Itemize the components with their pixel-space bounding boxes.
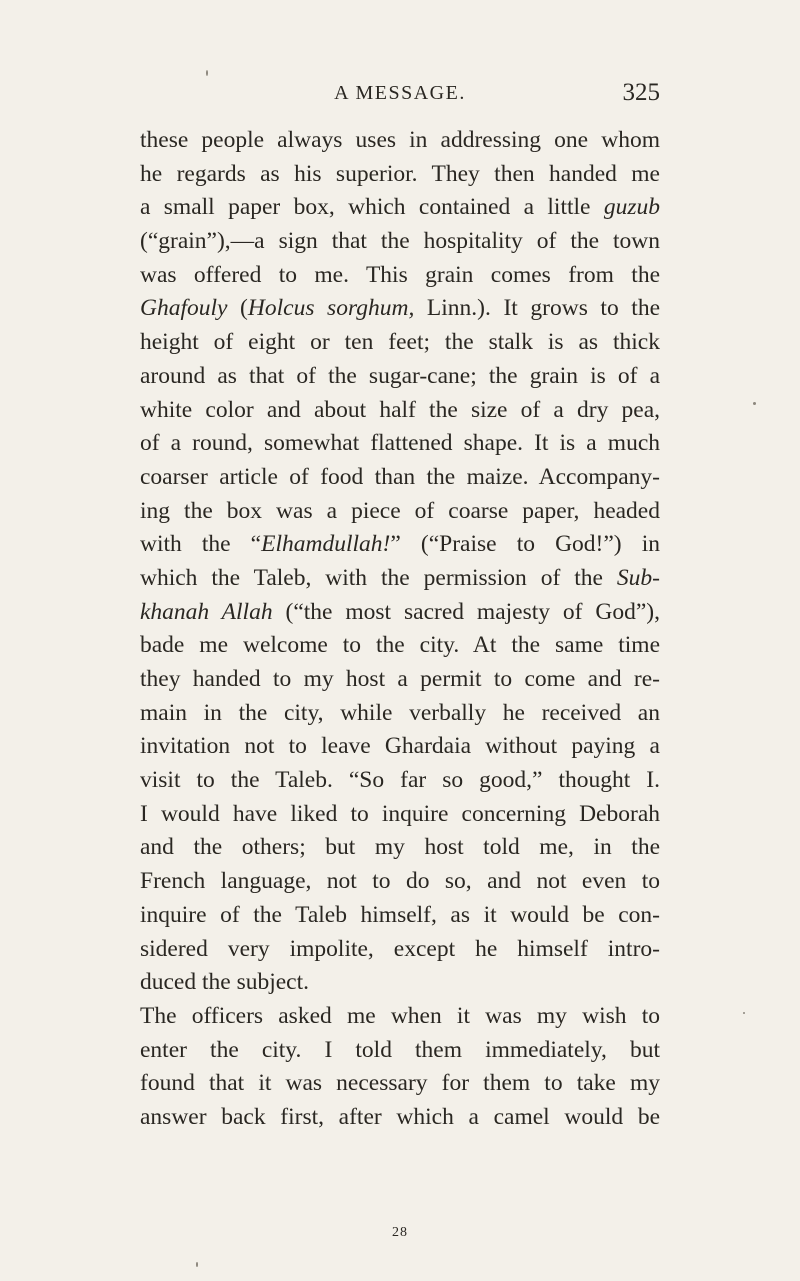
text-run: a small paper box, which contained a little [140, 194, 604, 221]
text-line [140, 764, 660, 798]
text-run: coarser article of food than the maize. Accompany- [140, 463, 660, 490]
italic-run: Sub- [616, 564, 660, 591]
text-line [140, 562, 660, 596]
text-run: with the “ [140, 531, 262, 558]
text-run: around as that of the sugar-cane; the grain is of a [140, 362, 660, 389]
text-run: bade me welcome to the city. At the same time [140, 632, 660, 659]
text-line [140, 697, 660, 731]
text-run: of a round, somewhat flattened shape. It is a much [140, 430, 660, 457]
text-line [140, 394, 660, 428]
text-run: inquire of the Taleb himself, as it would be con- [140, 901, 660, 928]
text-line [140, 158, 660, 192]
text-line [140, 191, 660, 225]
text-run: they handed to my host a permit to come and re- [140, 666, 660, 692]
text-line [140, 629, 660, 663]
text-run: and the others; but my host told me, in the [140, 834, 660, 861]
text-run: visit to the Taleb. “So far so good,” thought I. [140, 767, 660, 794]
text-run: ” (“Praise to God!”) in [390, 531, 660, 558]
text-run: (“grain”),—a sign that the hospitality of the town [140, 228, 660, 255]
text-run: I would have liked to inquire concerning Deborah [140, 800, 660, 827]
text-run: Linn.). It grows to the [414, 295, 660, 322]
text-line [140, 933, 660, 967]
text-run: answer back first, after which a camel would be [140, 1103, 660, 1130]
text-run: white color and about half the size of a dry pea, [140, 396, 660, 423]
text-line [140, 865, 660, 899]
text-run: was offered to me. This grain comes from the [140, 261, 660, 288]
text-run: (“the most sacred majesty of God”), [272, 598, 660, 625]
text-line [140, 1101, 660, 1135]
text-line [140, 596, 660, 630]
text-run: French language, not to do so, and not even to [140, 868, 660, 895]
text-run: height of eight or ten feet; the stalk is as thick [140, 329, 660, 356]
text-run: which the Taleb, with the permission of the [140, 564, 617, 591]
text-run: ing the box was a piece of coarse paper, headed [140, 497, 660, 524]
text-line [140, 663, 660, 697]
text-line [140, 259, 660, 293]
text-run: duced the subject. [140, 969, 310, 996]
text-line [140, 1034, 660, 1068]
text-line [140, 1000, 660, 1034]
text-line [140, 326, 660, 360]
text-run: enter the city. I told them immediately, but [140, 1036, 660, 1063]
text-line [140, 427, 660, 461]
text-run: main in the city, while verbally he received an [140, 699, 660, 726]
text-line [140, 798, 660, 832]
text-run: sidered very impolite, except he himself intro- [140, 935, 660, 962]
text-run: found that it was necessary for them to take my [140, 1070, 660, 1097]
text-run: he regards as his superior. They then handed me [140, 160, 660, 187]
italic-run: Elhamdullah! [261, 531, 391, 558]
text-line [140, 899, 660, 933]
text-line [140, 461, 660, 495]
text-line [140, 966, 660, 1000]
italic-run: Holcus sorghum, [247, 295, 415, 322]
text-line [140, 831, 660, 865]
text-run: these people always uses in addressing one whom [140, 127, 660, 153]
text-line [140, 225, 660, 259]
text-run: invitation not to leave Ghardaia without paying a [140, 733, 660, 760]
text-line [140, 528, 660, 562]
page-number: 325 [622, 79, 660, 106]
italic-run: Ghafouly [140, 295, 228, 322]
signature-mark: 28 [392, 1225, 408, 1240]
text-line [140, 1067, 660, 1101]
running-title: A MESSAGE. [334, 82, 466, 104]
text-line [140, 292, 660, 326]
text-run: The officers asked me when it was my wish to [140, 1002, 660, 1029]
running-head [140, 79, 660, 112]
text-line [140, 730, 660, 764]
text-line [140, 360, 660, 394]
italic-run: guzub [603, 194, 660, 221]
text-line [140, 124, 660, 158]
text-line [140, 495, 660, 529]
body-text [140, 124, 660, 1135]
italic-run: khanah Allah [140, 598, 273, 625]
text-run: ( [227, 295, 248, 322]
